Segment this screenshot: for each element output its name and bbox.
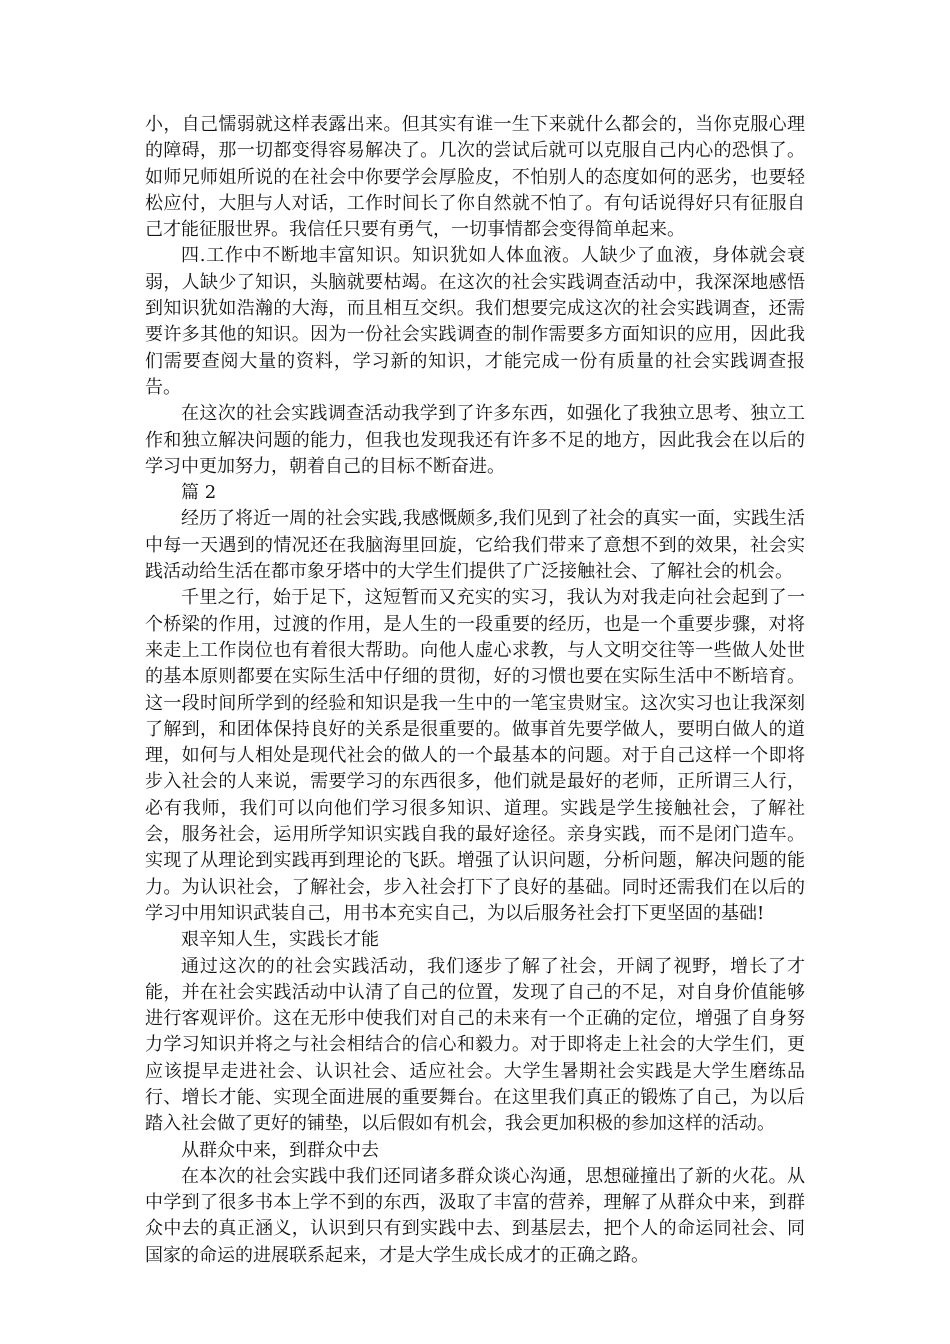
paragraph: 四.工作中不断地丰富知识。知识犹如人体血液。人缺少了血液，身体就会衰弱，人缺少了知识，头脑就要枯竭。在这次的社会实践调查活动中，我深深地感悟到知识犹如浩瀚的大海，而且相互交织。我们想要完成这次的社会实践调查，还需要许多其他的知识。因为一份社会实践调查的制作需要多方面知识的应用，因此我们需要查阅大量的资料，学习新的知识，才能完成一份有质量的社会实践调查报告。 [145,245,805,398]
paragraph: 在这次的社会实践调查活动我学到了许多东西，如强化了我独立思考、独立工作和独立解决问题的能力，但我也发现我还有许多不足的地方，因此我会在以后的学习中更加努力，朝着自己的目标不断奋进。 [145,403,805,477]
subheading: 艰辛知人生，实践长才能 [181,929,379,951]
paragraph: 小，自己懦弱就这样表露出来。但其实有谁一生下来就什么都会的，当你克服心理的障碍，那一切都变得容易解决了。几次的尝试后就可以克服自己内心的恐惧了。如师兄师姐所说的在社会中你要学会厚脸皮，不怕别人的态度如何的恶劣，也要轻松应付，大胆与人对话，工作时间长了你自然就不怕了。有句话说得好只有征服自己才能征服世界。我信任只要有勇气，一切事情都会变得简单起来。 [145,114,805,241]
section-heading: 篇 2 [181,482,217,504]
paragraph: 通过这次的的社会实践活动，我们逐步了解了社会，开阔了视野，增长了才能，并在社会实践活动中认清了自己的位置，发现了自己的不足，对自身价值能够进行客观评价。这在无形中使我们对自己的未来有一个正确的定位，增强了自身努力学习知识并将之与社会相结合的信心和毅力。对于即将走上社会的大学生们，更应该提早走进社会、认识社会、适应社会。大学生暑期社会实践是大学生磨练品行、增长才能、实现全面进展的重要舞台。在这里我们真正的锻炼了自己，为以后踏入社会做了更好的铺垫，以后假如有机会，我会更加积极的参加这样的活动。 [145,955,805,1135]
paragraph: 千里之行，始于足下，这短暂而又充实的实习，我认为对我走向社会起到了一个桥梁的作用，过渡的作用，是人生的一段重要的经历，也是一个重要步骤，对将来走上工作岗位也有着很大帮助。向他人虚心求教，与人文明交往等一些做人处世的基本原则都要在实际生活中仔细的贯彻，好的习惯也要在实际生活中不断培育。这一段时间所学到的经验和知识是我一生中的一笔宝贵财宝。这次实习也让我深刻了解到，和团体保持良好的关系是很重要的。做事首先要学做人，要明白做人的道理，如何与人相处是现代社会的做人的一个最基本的问题。对于自己这样一个即将步入社会的人来说，需要学习的东西很多，他们就是最好的老师，正所谓三人行，必有我师，我们可以向他们学习很多知识、道理。实践是学生接触社会，了解社会，服务社会，运用所学知识实践自我的最好途径。亲身实践，而不是闭门造车。实现了从理论到实践再到理论的飞跃。增强了认识问题，分析问题，解决问题的能力。为认识社会，了解社会，步入社会打下了良好的基础。同时还需我们在以后的学习中用知识武装自己，用书本充实自己，为以后服务社会打下更坚固的基础! [145,587,805,924]
document-body [145,112,805,1269]
subheading: 从群众中来，到群众中去 [181,1139,379,1161]
paragraph: 经历了将近一周的社会实践,我感慨颇多,我们见到了社会的真实一面，实践生活中每一天遇到的情况还在我脑海里回旋，它给我们带来了意想不到的效果，社会实践活动给生活在都市象牙塔中的大学生们提供了广泛接触社会、了解社会的机会。 [145,508,805,583]
paragraph: 在本次的社会实践中我们还同诸多群众谈心沟通，思想碰撞出了新的火花。从中学到了很多书本上学不到的东西，汲取了丰富的营养，理解了从群众中来，到群众中去的真正涵义，认识到只有到实践中去、到基层去，把个人的命运同社会、同国家的命运的进展联系起来，才是大学生成长成才的正确之路。 [145,1165,805,1266]
